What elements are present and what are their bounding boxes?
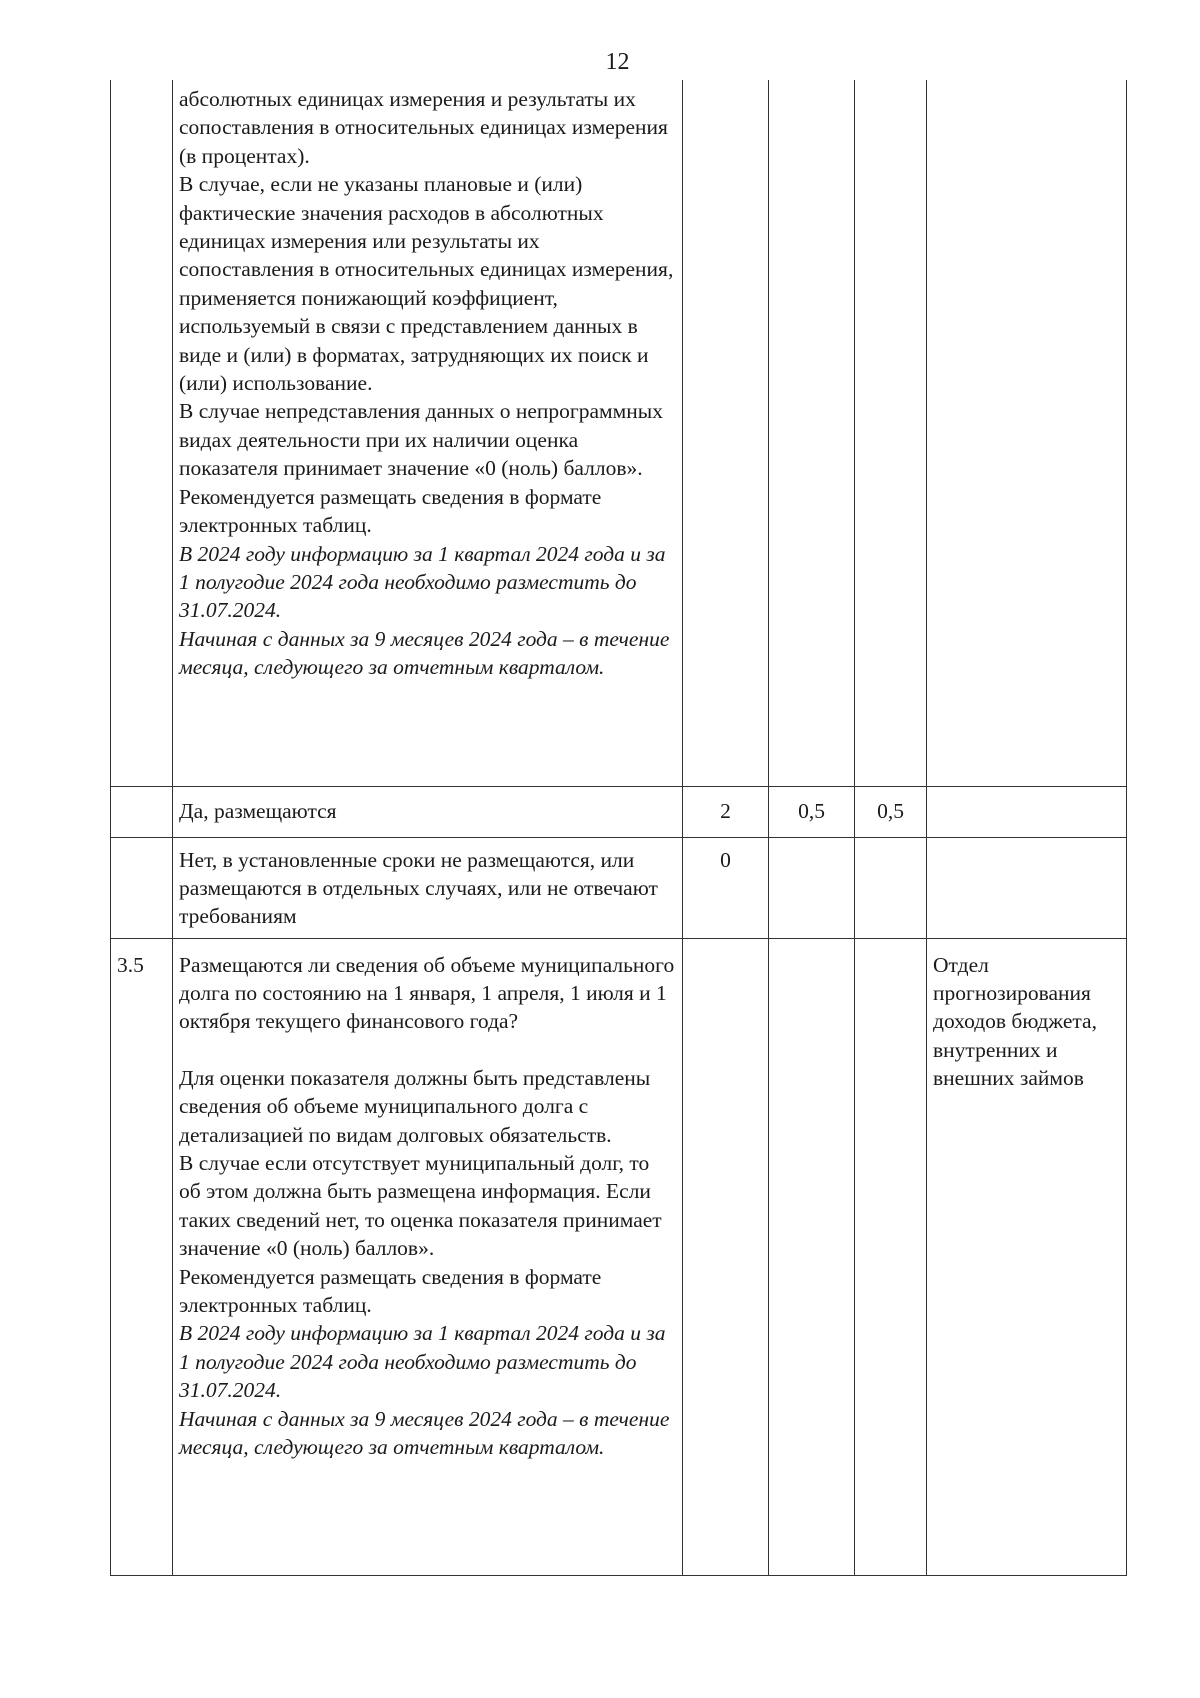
criteria-table bbox=[110, 80, 1127, 1576]
coefficient-cell: 0,5 bbox=[855, 786, 927, 837]
paragraph: Да, размещаются bbox=[179, 798, 337, 823]
paragraph-italic: Начиная с данных за 9 месяцев 2024 года – в течение месяца, следующего за отчетным кварталом. bbox=[179, 626, 670, 680]
score-cell bbox=[683, 80, 769, 786]
criterion-text bbox=[173, 80, 683, 786]
paragraph: абсолютных единицах измерения и результаты их сопоставления в относительных единицах измерения (в процентах). bbox=[179, 87, 668, 168]
responsible-cell bbox=[927, 786, 1127, 837]
paragraph: В случае непредставления данных о непрограммных видах деятельности при их наличии оценка показателя принимает значение «0 (ноль) баллов». bbox=[179, 399, 663, 481]
row-number bbox=[111, 786, 173, 837]
coefficient-cell bbox=[855, 938, 927, 1575]
paragraph: Нет, в установленные сроки не размещаются, или размещаются в отдельных случаях, или не отвечают требованиям bbox=[179, 847, 658, 929]
paragraph: Рекомендуется размещать сведения в формате электронных таблиц. bbox=[179, 484, 602, 538]
paragraph-spacer bbox=[179, 1036, 676, 1064]
table-row bbox=[111, 786, 1127, 837]
coefficient-cell bbox=[769, 80, 855, 786]
criterion-text bbox=[173, 786, 683, 837]
paragraph: Для оценки показателя должны быть представлены сведения об объеме муниципального долга с детализацией по видам долговых обязательств. bbox=[179, 1065, 651, 1147]
row-number bbox=[111, 80, 173, 786]
coefficient-cell: 0,5 bbox=[769, 786, 855, 837]
score-cell bbox=[683, 938, 769, 1575]
paragraph-italic: Начиная с данных за 9 месяцев 2024 года – в течение месяца, следующего за отчетным кварталом. bbox=[179, 1406, 670, 1459]
coefficient-cell bbox=[855, 837, 927, 938]
table-row bbox=[111, 938, 1127, 1575]
page-number: 12 bbox=[605, 49, 630, 75]
responsible-cell bbox=[927, 837, 1127, 938]
table-row bbox=[111, 80, 1127, 786]
score-cell: 0 bbox=[683, 837, 769, 938]
row-number bbox=[111, 837, 173, 938]
coefficient-cell bbox=[855, 80, 927, 786]
paragraph: В случае, если не указаны плановые и (или) фактические значения расходов в абсолютных единицах измерения или результаты их сопоставления в относительных единицах измерения, применяется понижающий коэффициент, используемый в связи с представлением данных в виде и (или) в форматах, затрудняющих их поиск и (или) использование. bbox=[179, 172, 674, 396]
coefficient-cell bbox=[769, 938, 855, 1575]
paragraph: Размещаются ли сведения об объеме муниципального долга по состоянию на 1 января, 1 апреля, 1 июля и 1 октября текущего финансового года? bbox=[179, 952, 675, 1034]
score-cell: 2 bbox=[683, 786, 769, 837]
coefficient-cell bbox=[769, 837, 855, 938]
paragraph: В случае если отсутствует муниципальный долг, то об этом должна быть размещена информация. Если таких сведений нет, то оценка показателя принимает значение «0 (ноль) баллов». bbox=[179, 1150, 662, 1261]
responsible-cell bbox=[927, 80, 1127, 786]
row-number: 3.5 bbox=[111, 938, 173, 1575]
responsible-cell: Отдел прогнозирования доходов бюджета, внутренних и внешних займов bbox=[927, 938, 1127, 1575]
criterion-text bbox=[173, 837, 683, 938]
paragraph: Рекомендуется размещать сведения в формате электронных таблиц. bbox=[179, 1264, 602, 1317]
paragraph-italic: В 2024 году информацию за 1 квартал 2024 года и за 1 полугодие 2024 года необходимо разместить до 31.07.2024. bbox=[179, 541, 666, 623]
criterion-text bbox=[173, 938, 683, 1575]
table-row bbox=[111, 837, 1127, 938]
paragraph-italic: В 2024 году информацию за 1 квартал 2024 года и за 1 полугодие 2024 года необходимо разместить до 31.07.2024. bbox=[179, 1321, 666, 1403]
